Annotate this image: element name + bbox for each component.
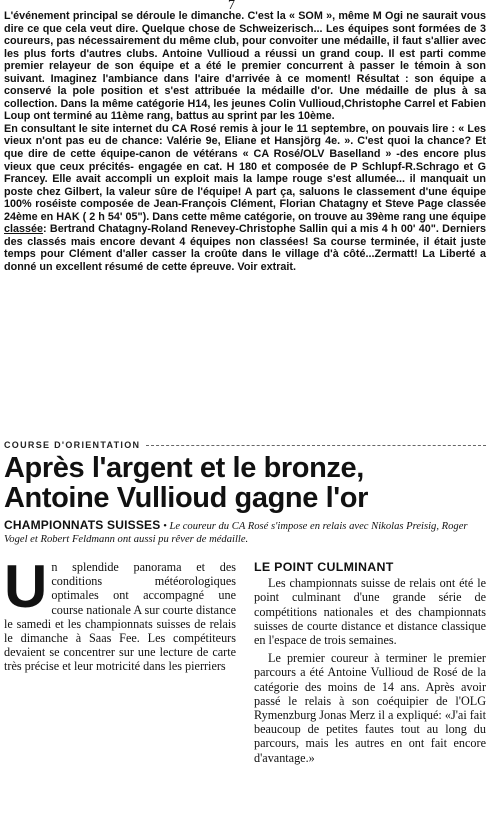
article-paragraph: Le premier coureur à terminer le premier parcours a été Antoine Vullioud de Rosé de la catégorie des moins de 14 ans. Après avoir passé le relais à son coéquipier de l'OLG Rymenzburg Jonas Merz il a expliqué: «J'ai fait beaucoup de petites fautes tout au long du parcours, mais les autres en ont fait encore d'avantage.»: [254, 651, 486, 765]
intro-text: n splendide panorama et des conditions météorologiques optimales ont accompagné une course nationale A sur courte distance le samedi et les championnats suisses de relais le dimanche à Saas Fee. Les compétiteurs devaient se concentrer sur une lecture de carte très précise et leur motricité dans les pierriers: [4, 560, 236, 674]
newspaper-clipping: [4, 440, 486, 765]
letter-text: En consultant le site internet du CA Rosé remis à jour le 11 septembre, on pouvais lire : « Les vieux n'ont pas eu de chance: Valérie 9e, Eliane et Hansjörg 4e. ». C'est quoi la chance? Et que dire de cette équipe-canon de vétérans « CA Rosé/OLV Baselland » -des encore plus vieux que ceux précités- engagée en cat. H 180 et composée de P Schlupf-R.Schrago et G Francey. Elle avait accompli un exploit mais la lampe rouge s'est allumée... il manquait un poste chez Gilbert, la valeur sûre de l'équipe! A part ça, saluons le classement d'une équipe 100% roséiste composée de Jean-François Clément, Florian Chatagny et Steve Page classée 24ème en HAK ( 2 h 54' 05"). Dans cette même catégorie, on trouve au 39ème rang une équipe: [4, 122, 486, 223]
article-headline: [4, 453, 486, 513]
letter-paragraph-website: [4, 123, 486, 274]
article-rubric: [4, 440, 486, 450]
article-column-right: [254, 560, 486, 765]
article-intro: [4, 553, 236, 674]
headline-line-2: Antoine Vullioud gagne l'or: [4, 482, 368, 514]
letter-body: [4, 10, 486, 273]
letter-text: : Bertrand Chatagny-Roland Renevey-Christophe Sallin qui a mis 4 h 00' 40". Derniers des classés mais encore devant 4 équipes non classées! Sa course terminée, il était juste temps pour Clément d'aller casser la croûte dans le village d'à côté...Zermatt! La Liberté a donné un excellent résumé de cette épreuve. Voir extrait.: [4, 223, 486, 273]
headline-line-1: Après l'argent et le bronze,: [4, 452, 364, 484]
lead-text: • Le coureur du CA Rosé s'impose en relais avec Nikolas Preisig, Roger Vogel et Robert Feldmann ont aussi pu rêver de médaille.: [4, 521, 468, 545]
article-columns: [4, 553, 486, 765]
rubric-label: COURSE D'ORIENTATION: [4, 440, 141, 450]
rubric-divider: [146, 445, 486, 446]
article-subhead: LE POINT CULMINANT: [254, 560, 394, 574]
drop-cap: U: [4, 553, 48, 620]
page-number: 7: [228, 0, 235, 13]
article-paragraph: Les championnats suisse de relais ont été le point culminant d'une grande série de compétitions nationales et des championnats suisses de courte distance et distance classique en l'espace de trois semaines.: [254, 576, 486, 648]
article-kicker: CHAMPIONNATS SUISSES: [4, 518, 161, 532]
letter-paragraph-som: L'événement principal se déroule le dimanche. C'est la « SOM », même M Ogi ne saurait vous dire ce que cela veut dire. Quelque chose de Schweizerisch... Les équipes sont formées de 3 coureurs, pas nécessairement du même club, pour convoiter une médaille, il faut s'allier avec les plus forts d'autres clubs. Antoine Vullioud a réussi un grand coup. Il est parti comme premier relayeur de son équipe et a été le premier concurrent à passer le témoin à son suivant. Imaginez l'ambiance dans l'aire d'arrivée à ce moment! Résultat : son équipe a conservé la pole position et s'est attribuée la médaille d'or. Une médaille de plus à sa collection. Dans la même catégorie H14, les jeunes Colin Vullioud,Christophe Carrel et Fabien Loup ont terminé au 11ème rang, battus au sprint par les 10ème.: [4, 10, 486, 123]
underlined-word: classée: [4, 223, 44, 236]
article-column-left: [4, 553, 236, 765]
article-lead: [4, 519, 486, 546]
